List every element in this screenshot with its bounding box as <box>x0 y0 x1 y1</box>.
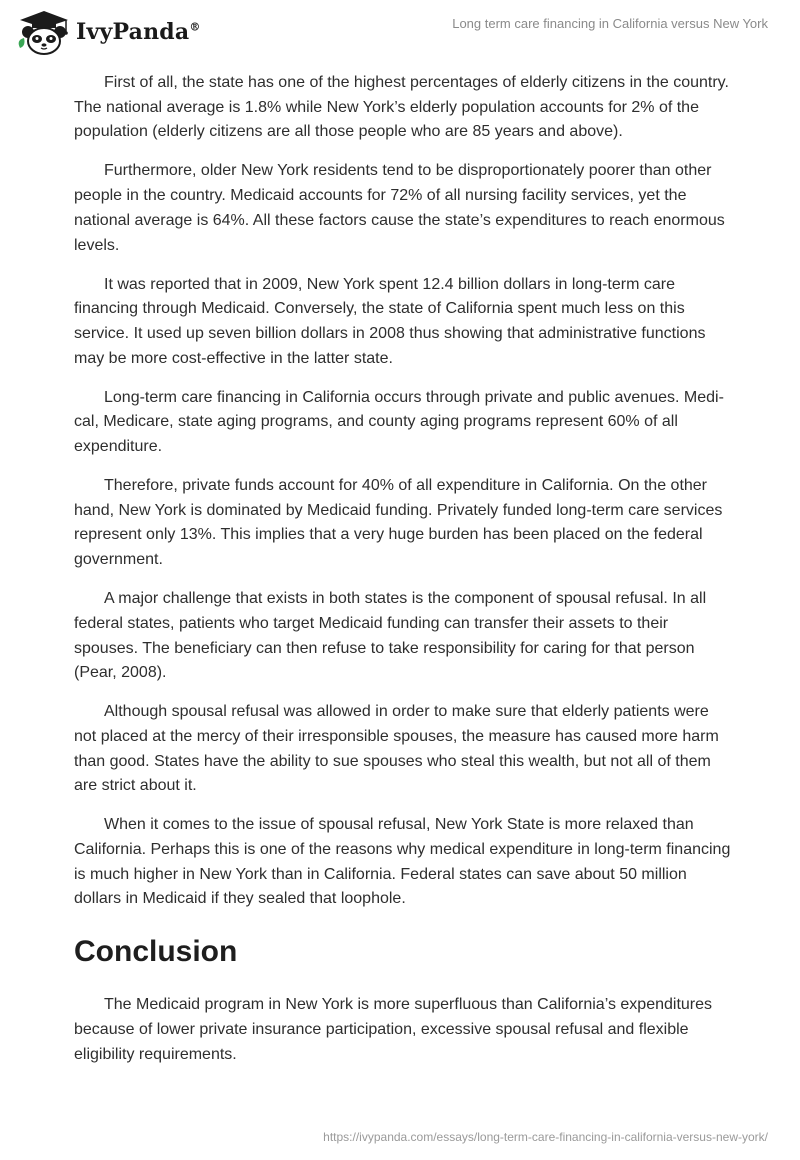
conclusion-heading: Conclusion <box>74 935 238 969</box>
paragraph: It was reported that in 2009, New York spent 12.4 billion dollars in long-term care financing through Medicaid. Conversely, the state of California spent much less on this service. It used up seven billion dollars in 2008 thus showing that administrative functions may be more cost-effective in the latter state. <box>74 275 706 367</box>
paragraph: A major challenge that exists in both states is the component of spousal refusal. In all federal states, patients who target Medicaid funding can transfer their assets to their spouses. The beneficiary can then refuse to take responsibility for caring for that person (Pear, 2008). <box>74 590 707 682</box>
registered-mark: ® <box>189 20 201 34</box>
paragraph: Although spousal refusal was allowed in order to make sure that elderly patients were not placed at the mercy of their irresponsible spouses, the measure has caused more harm than good. States have the ability to sue spouses who steal this wealth, but not all of them are strict about it. <box>74 703 719 795</box>
document-title: Long term care financing in California versus New York <box>452 16 768 31</box>
paragraph: Long-term care financing in California occurs through private and public avenues. Medi-cal, Medicare, state aging programs, and county aging programs represent 60% of all expenditure. <box>74 388 724 456</box>
logo[interactable] <box>14 8 201 56</box>
source-url[interactable]: https://ivypanda.com/essays/long-term-care-financing-in-california-versus-new-york/ <box>323 1130 768 1144</box>
conclusion-paragraph: The Medicaid program in New York is more superfluous than California’s expenditures because of lower private insurance participation, excessive spousal refusal and flexible eligibility requirements. <box>74 996 713 1063</box>
paragraph: When it comes to the issue of spousal refusal, New York State is more relaxed than California. Perhaps this is one of the reasons why medical expenditure in long-term financing is much higher in New York than in California. Federal states can save about 50 million dollars in Medicaid if they sealed that loophole. <box>74 816 731 908</box>
panda-graduate-icon <box>14 8 72 56</box>
page-header <box>0 0 800 60</box>
paragraph: Therefore, private funds account for 40% of all expenditure in California. On the other hand, New York is dominated by Medicaid funding. Privately funded long-term care services represent only 13%. This implies that a very huge burden has been placed on the federal government. <box>74 477 723 569</box>
paragraph: Furthermore, older New York residents tend to be disproportionately poorer than other people in the country. Medicaid accounts for 72% of all nursing facility services, yet the national average is 64%. All these factors cause the state’s expenditures to reach enormous levels. <box>74 162 725 254</box>
essay-body <box>74 71 734 1082</box>
logo-text: IvyPanda® <box>76 19 201 45</box>
paragraph: First of all, the state has one of the highest percentages of elderly citizens in the country. The national average is 1.8% while New York’s elderly population accounts for 2% of the population (elderly citizens are all those people who are 85 years and above). <box>74 74 729 141</box>
